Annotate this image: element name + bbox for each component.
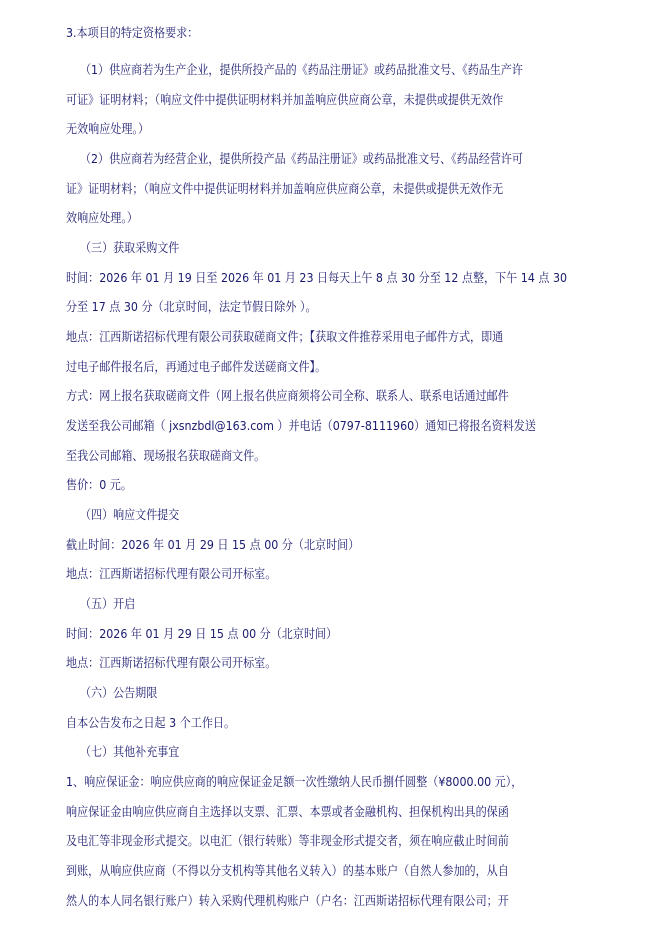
text-line: 自本公告发布之日起 3 个工作日。 bbox=[66, 715, 236, 730]
text-line: 售价：0 元。 bbox=[66, 477, 132, 492]
text-line: 到账，从响应供应商（不得以分支机构等其他名义转入）的基本账户（自然人参加的，从自 bbox=[66, 863, 509, 878]
text-line: 时间：2026 年 01 月 29 日 15 点 00 分（北京时间） bbox=[66, 626, 338, 641]
text-line: 时间：2026 年 01 月 19 日至 2026 年 01 月 23 日每天上午 8 点 30 分至 12 点整，下午 14 点 30 bbox=[66, 270, 568, 285]
section-heading: （五）开启 bbox=[80, 596, 136, 611]
text-line: 效响应处理。） bbox=[66, 210, 138, 225]
section-heading: （六）公告期限 bbox=[80, 685, 158, 700]
text-line: （2）供应商若为经营企业，提供所投产品《药品注册证》或药品批准文号、《药品经营许可 bbox=[80, 151, 523, 166]
text-line: 及电汇等非现金形式提交。以电汇（银行转账）等非现金形式提交者，须在响应截止时间前 bbox=[66, 833, 509, 848]
text-line: 可证》证明材料；（响应文件中提供证明材料并加盖响应供应商公章，未提供或提供无效作 bbox=[66, 92, 504, 107]
text-line: 响应保证金由响应供应商自主选择以支票、汇票、本票或者金融机构、担保机构出具的保函 bbox=[66, 804, 509, 819]
text-line: 至我公司邮箱、现场报名获取磋商文件。 bbox=[66, 448, 266, 463]
text-line: 地点：江西斯诺招标代理有限公司开标室。 bbox=[66, 655, 277, 670]
section-heading: （七）其他补充事宜 bbox=[80, 744, 180, 759]
text-line: 地点：江西斯诺招标代理有限公司开标室。 bbox=[66, 566, 277, 581]
text-line: 1、响应保证金：响应供应商的响应保证金足额一次性缴纳人民币捌仟圆整（¥8000.00 元）， bbox=[66, 774, 523, 789]
text-line: 地点：江西斯诺招标代理有限公司获取磋商文件；【获取文件推荐采用电子邮件方式，即通 bbox=[66, 329, 504, 344]
text-line: 截止时间：2026 年 01 月 29 日 15 点 00 分（北京时间） bbox=[66, 537, 360, 552]
section-heading: （三）获取采购文件 bbox=[80, 240, 180, 255]
text-line: 然人的本人同名银行账户）转入采购代理机构账户（户名：江西斯诺招标代理有限公司；开 bbox=[66, 893, 509, 908]
text-line: 无效响应处理。） bbox=[66, 121, 150, 136]
section-heading: （四）响应文件提交 bbox=[80, 507, 180, 522]
text-line: 发送至我公司邮箱（ jxsnzbdl@163.com ）并电话（0797-8111960）通知已将报名资料发送 bbox=[66, 418, 536, 433]
text-line: 分至 17 点 30 分（北京时间，法定节假日除外 ）。 bbox=[66, 299, 317, 314]
text-line: 3.本项目的特定资格要求： bbox=[66, 25, 199, 40]
text-line: 过电子邮件报名后，再通过电子邮件发送磋商文件】。 bbox=[66, 359, 327, 374]
text-line: 证》证明材料；（响应文件中提供证明材料并加盖响应供应商公章，未提供或提供无效作无 bbox=[66, 181, 504, 196]
text-line: 方式：网上报名获取磋商文件（网上报名供应商须将公司全称、联系人、联系电话通过邮件 bbox=[66, 388, 509, 403]
text-line: （1）供应商若为生产企业，提供所投产品的《药品注册证》或药品批准文号、《药品生产许 bbox=[80, 62, 523, 77]
